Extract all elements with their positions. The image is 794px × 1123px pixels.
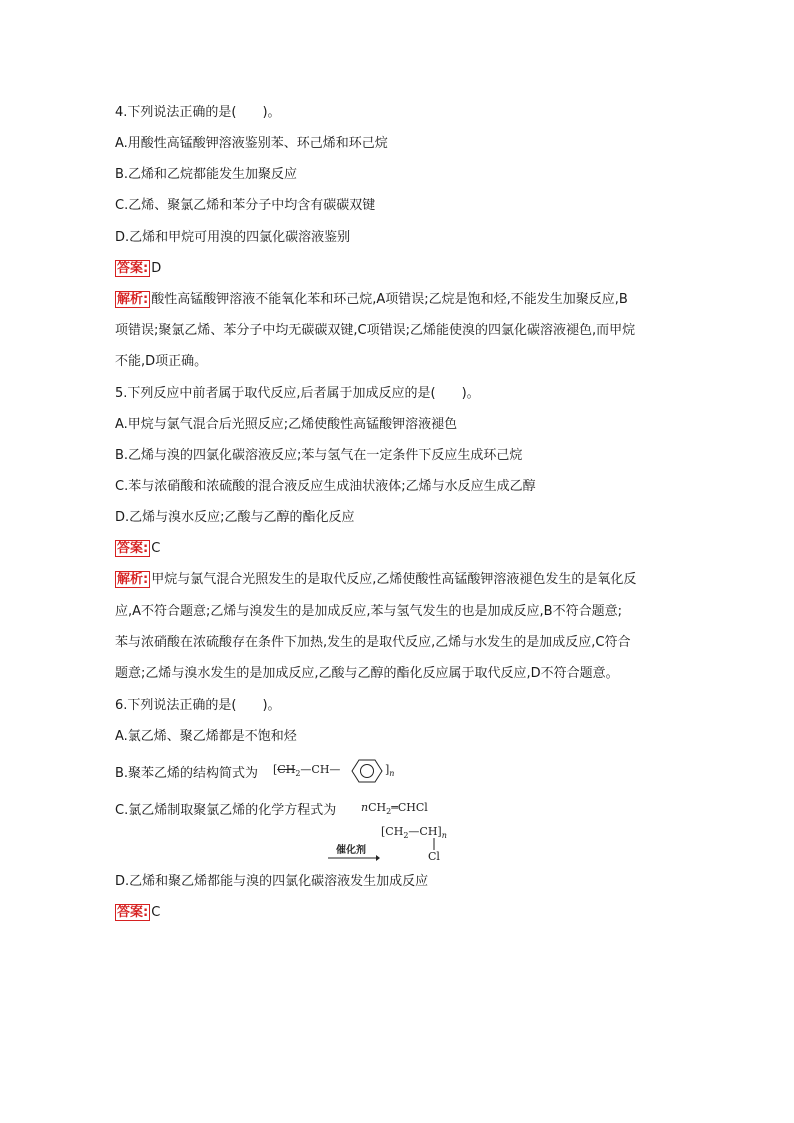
q5-answer	[115, 540, 160, 558]
q6-option-d: D.乙烯和聚乙烯都能与溴的四氯化碳溶液发生加成反应	[115, 874, 429, 889]
q6-option-b: B.聚苯乙烯的结构简式为	[115, 766, 259, 781]
answer-value: C	[151, 905, 161, 920]
formula-n: n	[389, 769, 395, 778]
q5-option-a: A.甲烷与氯气混合后光照反应;乙烯使酸性高锰酸钾溶液褪色	[115, 417, 458, 432]
polystyrene-formula	[273, 763, 340, 776]
reactant-rest: ═CHCl	[391, 801, 428, 814]
reactant-n: n	[361, 801, 369, 814]
reaction-arrow-icon	[328, 854, 380, 862]
q4-option-d: D.乙烯和甲烷可用溴的四氯化碳溶液鉴别	[115, 230, 351, 245]
catalyst-label: 催化剂	[336, 845, 366, 856]
formula-ch: —CH—	[300, 763, 341, 776]
analysis-label: 解析:	[117, 572, 149, 587]
product-n: n	[441, 831, 447, 840]
q6-option-a: A.氯乙烯、聚乙烯都是不饱和烃	[115, 729, 297, 744]
benzene-ring-icon	[351, 756, 385, 786]
answer-value: C	[151, 541, 161, 556]
q5-option-b: B.乙烯与溴的四氯化碳溶液反应;苯与氢气在一定条件下反应生成环己烷	[115, 448, 523, 463]
q4-option-b: B.乙烯和乙烷都能发生加聚反应	[115, 167, 298, 182]
answer-label: 答案:	[117, 261, 149, 276]
answer-label: 答案:	[117, 541, 149, 556]
q5-analysis-line-1	[115, 571, 636, 589]
reactant-formula	[361, 801, 428, 814]
formula-ch2-sub: 2	[295, 769, 301, 778]
q4-analysis-line-3: 不能,D项正确。	[115, 354, 208, 369]
q4-option-a: A.用酸性高锰酸钾溶液鉴别苯、环己烯和环己烷	[115, 136, 388, 151]
q6-answer	[115, 904, 160, 922]
q4-analysis-line-1	[115, 291, 628, 309]
formula-bracket-left: [	[273, 763, 278, 776]
q4-option-c: C.乙烯、聚氯乙烯和苯分子中均含有碳碳双键	[115, 198, 376, 213]
product-bond-line	[432, 838, 436, 850]
answer-label: 答案:	[117, 905, 149, 920]
product-formula: $[CH_2—CH]_n$	[381, 825, 447, 840]
analysis-label: 解析:	[117, 292, 149, 307]
q5-analysis-line-3: 苯与浓硝酸在浓硫酸存在条件下加热,发生的是取代反应,乙烯与水发生的是加成反应,C符合	[115, 635, 631, 650]
q6-option-c: C.氯乙烯制取聚氯乙烯的化学方程式为	[115, 803, 337, 818]
q5-option-d: D.乙烯与溴水反应;乙酸与乙醇的酯化反应	[115, 510, 355, 525]
product-cl: Cl	[428, 850, 440, 863]
analysis-text: 酸性高锰酸钾溶液不能氧化苯和环己烷,A项错误;乙烷是饱和烃,不能发生加聚反应,B	[151, 292, 628, 307]
q5-stem: 5.下列反应中前者属于取代反应,后者属于加成反应的是( )。	[115, 386, 480, 401]
product-sub: 2	[403, 831, 409, 840]
q4-analysis-line-2: 项错误;聚氯乙烯、苯分子中均无碳碳双键,C项错误;乙烯能使溴的四氯化碳溶液褪色,而甲烷	[115, 323, 636, 338]
polystyrene-bracket-right: ]$_n$	[385, 763, 395, 778]
product-mid: —CH	[408, 825, 438, 838]
q5-option-c: C.苯与浓硝酸和浓硫酸的混合液反应生成油状液体;乙烯与水反应生成乙醇	[115, 479, 536, 494]
reactant-sub: 2	[386, 807, 392, 816]
q4-answer	[115, 260, 161, 278]
formula-ch2: CH	[277, 763, 296, 776]
q6-stem: 6.下列说法正确的是( )。	[115, 698, 281, 713]
product-ch2: CH	[385, 825, 404, 838]
reactant-ch2: CH	[368, 801, 387, 814]
q5-analysis-line-4: 题意;乙烯与溴水发生的是加成反应,乙酸与乙醇的酯化反应属于取代反应,D不符合题意。	[115, 666, 619, 681]
q5-analysis-line-2: 应,A不符合题意;乙烯与溴发生的是加成反应,苯与氢气发生的也是加成反应,B不符合题意;	[115, 604, 622, 619]
analysis-text: 甲烷与氯气混合光照发生的是取代反应,乙烯使酸性高锰酸钾溶液褪色发生的是氧化反	[151, 572, 637, 587]
answer-value: D	[151, 261, 162, 276]
q4-stem: 4.下列说法正确的是( )。	[115, 105, 281, 120]
